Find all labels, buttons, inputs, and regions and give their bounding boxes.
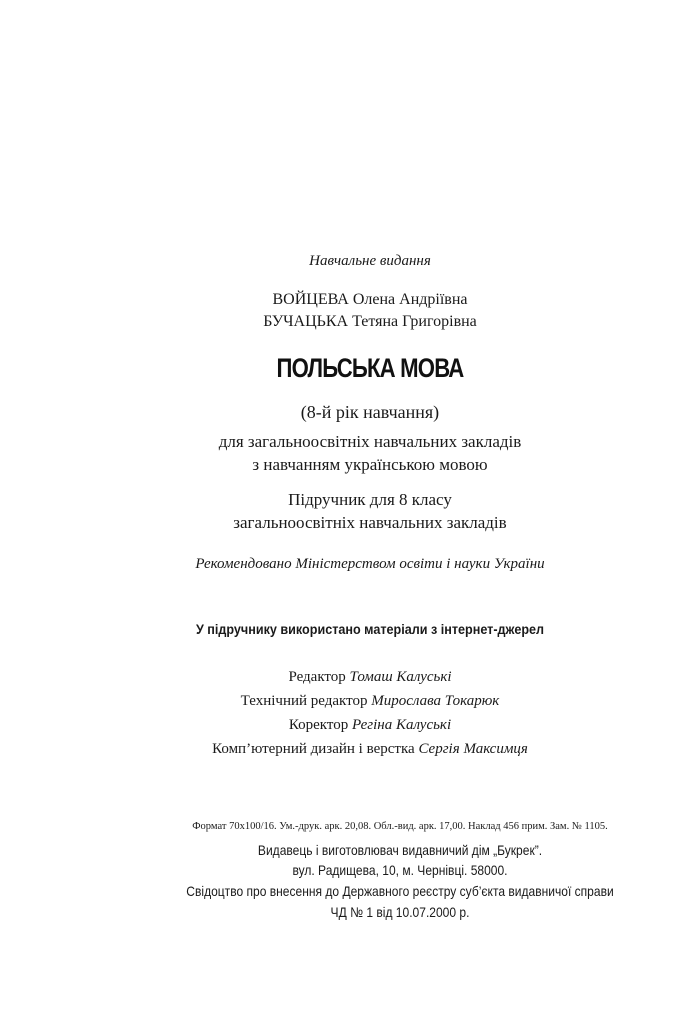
year-of-study: (8-й рік навчання): [300, 402, 440, 422]
credit-proofreader: [0, 717, 700, 734]
textbook-line-1: Підручник для 8 класу: [288, 490, 452, 509]
credit-name: Сергія Максимця: [418, 741, 528, 757]
series-label: Навчальне видання: [309, 253, 431, 269]
credit-role: Комп’ютерний дизайн і верстка: [212, 741, 415, 757]
audience-line-2: з навчанням українською мовою: [252, 455, 488, 474]
credit-name: Томаш Калуські: [349, 669, 452, 685]
credit-role: Технічний редактор: [240, 693, 368, 709]
publisher-line-2: вул. Радищева, 10, м. Чернівці. 58000.: [292, 862, 508, 878]
credit-design-layout: [0, 741, 700, 758]
format-line: Формат 70х100/16. Ум.-друк. арк. 20,08. Обл.-вид. арк. 17,00. Наклад 456 прим. Зам. № 1105.: [192, 821, 608, 832]
audience-line-1: для загальноосвітніх навчальних закладів: [218, 432, 522, 451]
credit-name: Мирослава Токарюк: [371, 693, 500, 709]
author-1: ВОЙЦЕВА Олена Андріївна: [272, 291, 468, 308]
publisher-line-4: ЧД № 1 від 10.07.2000 р.: [330, 904, 470, 920]
credit-name: Регіна Калуські: [352, 717, 452, 733]
book-title: ПОЛЬСЬКА МОВА: [276, 353, 464, 383]
publisher-line-1: Видавець і виготовлювач видавничий дім „Букрек”.: [257, 842, 543, 858]
credit-role: Коректор: [288, 717, 349, 733]
publisher-line-3: Свідоцтво про внесення до Державного реєстру суб’єкта видавничої справи: [186, 883, 614, 899]
textbook-line-2: загальноосвітніх навчальних закладів: [233, 513, 507, 532]
credit-technical-editor: [0, 693, 700, 710]
credit-editor: [0, 669, 700, 686]
recommendation: Рекомендовано Міністерством освіти і науки України: [195, 556, 545, 572]
sources-note: У підручнику використано матеріали з інтернет-джерел: [195, 621, 545, 637]
credit-role: Редактор: [288, 669, 346, 685]
author-2: БУЧАЦЬКА Тетяна Григорівна: [263, 313, 477, 330]
